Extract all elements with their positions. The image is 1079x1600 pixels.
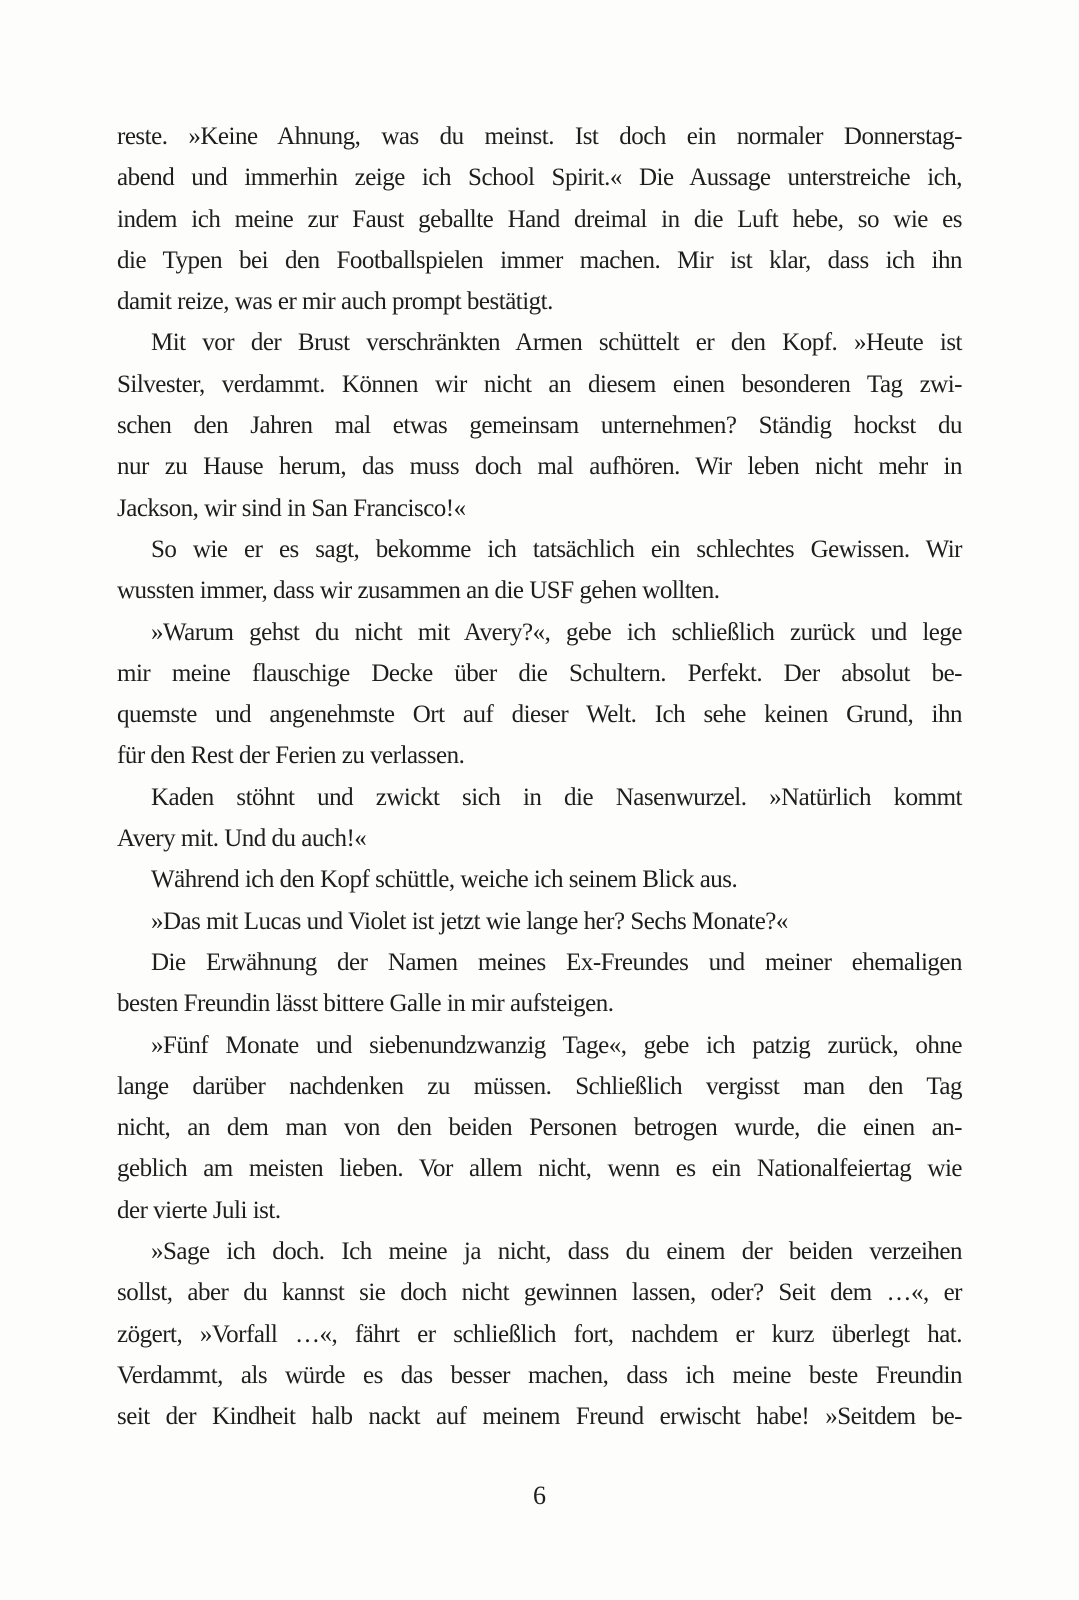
text-line: »Fünf Monate und siebenundzwanzig Tage«, gebe ich patzig zurück, ohne (151, 1031, 962, 1059)
text-line: lange darüber nachdenken zu müssen. Schließlich vergisst man den Tag (117, 1072, 962, 1100)
text-line: mir meine flauschige Decke über die Schultern. Perfekt. Der absolut be- (117, 659, 962, 687)
text-line: Verdammt, als würde es das besser machen, dass ich meine beste Freundin (117, 1361, 962, 1389)
text-line: Während ich den Kopf schüttle, weiche ich seinem Blick aus. (151, 866, 738, 894)
text-line: nur zu Hause herum, das muss doch mal aufhören. Wir leben nicht mehr in (117, 453, 962, 481)
text-line: zögert, »Vorfall …«, fährt er schließlich fort, nachdem er kurz überlegt hat. (117, 1320, 962, 1348)
text-line: der vierte Juli ist. (117, 1196, 281, 1224)
text-line: »Sage ich doch. Ich meine ja nicht, dass du einem der beiden verzeihen (151, 1238, 962, 1266)
text-line: quemste und angenehmste Ort auf dieser Welt. Ich sehe keinen Grund, ihn (117, 701, 962, 729)
text-line: schen den Jahren mal etwas gemeinsam unternehmen? Ständig hockst du (117, 412, 962, 440)
text-line: für den Rest der Ferien zu verlassen. (117, 742, 465, 770)
text-line: reste. »Keine Ahnung, was du meinst. Ist doch ein normaler Donnerstag- (117, 123, 962, 150)
text-line: seit der Kindheit halb nackt auf meinem Freund erwischt habe! »Seitdem be- (117, 1403, 962, 1431)
text-line: Avery mit. Und du auch!« (117, 825, 367, 853)
text-line: nicht, an dem man von den beiden Personen betrogen wurde, die einen an- (117, 1114, 962, 1142)
text-line: Mit vor der Brust verschränkten Armen schüttelt er den Kopf. »Heute ist (151, 329, 962, 357)
text-line: besten Freundin lässt bittere Galle in mir aufsteigen. (117, 990, 614, 1018)
text-line: abend und immerhin zeige ich School Spirit.« Die Aussage unterstreiche ich, (117, 164, 962, 192)
text-line: Silvester, verdammt. Können wir nicht an diesem einen besonderen Tag zwi- (117, 370, 962, 398)
text-line: geblich am meisten lieben. Vor allem nicht, wenn es ein Nationalfeiertag wie (117, 1155, 962, 1183)
text-line: So wie er es sagt, bekomme ich tatsächlich ein schlechtes Gewissen. Wir (151, 535, 962, 563)
page-number: 6 (533, 1481, 546, 1510)
text-line: sollst, aber du kannst sie doch nicht gewinnen lassen, oder? Seit dem …«, er (117, 1279, 962, 1307)
text-line: wussten immer, dass wir zusammen an die USF gehen wollten. (117, 577, 720, 605)
body-text (117, 116, 962, 1438)
text-line: indem ich meine zur Faust geballte Hand dreimal in die Luft hebe, so wie es (117, 205, 962, 233)
text-line: »Das mit Lucas und Violet ist jetzt wie lange her? Sechs Monate?« (151, 907, 788, 935)
text-line: Kaden stöhnt und zwickt sich in die Nasenwurzel. »Natürlich kommt (151, 783, 962, 811)
text-line: damit reize, was er mir auch prompt bestätigt. (117, 288, 553, 316)
text-line: Die Erwähnung der Namen meines Ex-Freundes und meiner ehemaligen (151, 948, 962, 976)
text-line: die Typen bei den Footballspielen immer machen. Mir ist klar, dass ich ihn (117, 246, 962, 274)
text-line: Jackson, wir sind in San Francisco!« (117, 494, 466, 522)
text-line: »Warum gehst du nicht mit Avery?«, gebe ich schließlich zurück und lege (151, 618, 962, 646)
